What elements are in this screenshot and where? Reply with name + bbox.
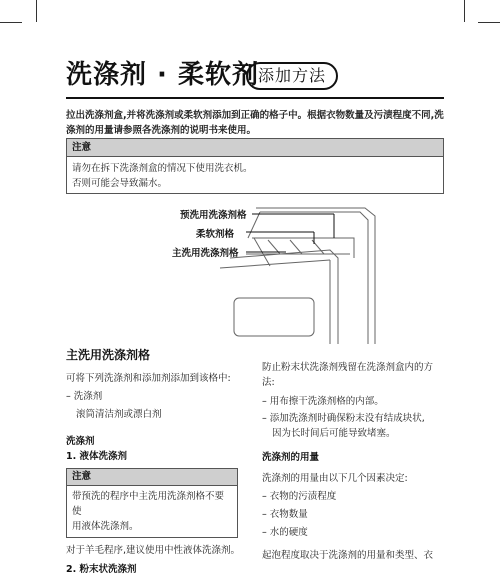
notice-box: [66, 138, 444, 194]
list-item: – 用布擦干洗涤剂格的内部。: [262, 396, 384, 407]
notice-line: 用液体洗涤剂。: [72, 521, 139, 532]
page-title: [66, 57, 466, 93]
usage-text: 洗涤剂的用量由以下几个因素决定:: [262, 473, 408, 484]
crop-mark-left-vertical: [36, 0, 37, 22]
notice-heading: 注意: [67, 139, 443, 157]
crop-mark-right-horizontal: [478, 22, 500, 23]
list-item: – 水的硬度: [262, 527, 308, 538]
liquid-notice-body: [67, 486, 237, 537]
left-column: [66, 346, 244, 577]
page-title-main: 洗涤剂 · 柔软剂: [66, 60, 259, 90]
list-item: 滚筒清洁剂或漂白剂: [76, 409, 162, 420]
crop-mark-left-horizontal: [0, 22, 22, 23]
list-item: 因为长时间后可能导致堵塞。: [272, 428, 396, 439]
right-column: [262, 360, 444, 563]
powder-residue-intro: 防止粉末状洗涤剂残留在洗涤剂盒内的方: [262, 362, 434, 373]
notice-line: 带预洗的程序中主洗用洗涤剂格不要使: [72, 491, 225, 517]
liquid-detergent-heading: 1. 液体洗涤剂: [66, 451, 128, 462]
mainwash-heading: 主洗用洗涤剂格: [66, 348, 151, 362]
title-underline: [66, 97, 444, 99]
mainwash-intro: 可将下列洗涤剂和添加剂添加到该格中:: [66, 373, 231, 384]
liquid-notice-box: [66, 468, 238, 538]
powder-detergent-heading: 2. 粉末状洗涤剂: [66, 564, 137, 575]
list-item: – 衣物的污渍程度: [262, 491, 337, 502]
list-item: – 洗涤剂: [66, 391, 103, 402]
list-item: – 添加洗涤剂时确保粉末没有结成块状,: [262, 413, 425, 424]
detergent-drawer-diagram: [160, 198, 380, 344]
list-item: – 衣物数量: [262, 509, 308, 520]
softener-compartment-label: 柔软剂格: [196, 229, 235, 240]
prewash-compartment-label: 预洗用洗涤剂格: [180, 210, 247, 221]
intro-text: 拉出洗涤剂盒,并将洗涤剂或柔软剂添加到正确的格子中。根据衣物数量及污渍程度不同,洗涤剂的用量请参照各洗涤剂的说明书来使用。: [66, 110, 444, 136]
notice-line: 请勿在拆下洗涤剂盒的情况下使用洗衣机。: [72, 163, 253, 174]
notice-line: 否则可能会导致漏水。: [72, 178, 168, 189]
liquid-notice-heading: 注意: [67, 469, 237, 486]
notice-body: [67, 157, 443, 193]
usage-heading: 洗涤剂的用量: [262, 452, 320, 463]
mainwash-compartment-label: 主洗用洗涤剂格: [172, 248, 239, 259]
wool-program-note: 对于羊毛程序,建议使用中性液体洗涤剂。: [66, 545, 241, 556]
page-title-subtitle-badge: 添加方法: [246, 62, 338, 90]
crop-mark-right-vertical: [464, 0, 465, 22]
detergent-heading: 洗涤剂: [66, 436, 95, 447]
foam-text: 起泡程度取决于洗涤剂的用量和类型、衣: [262, 550, 434, 561]
powder-residue-intro-cont: 法:: [262, 377, 275, 388]
